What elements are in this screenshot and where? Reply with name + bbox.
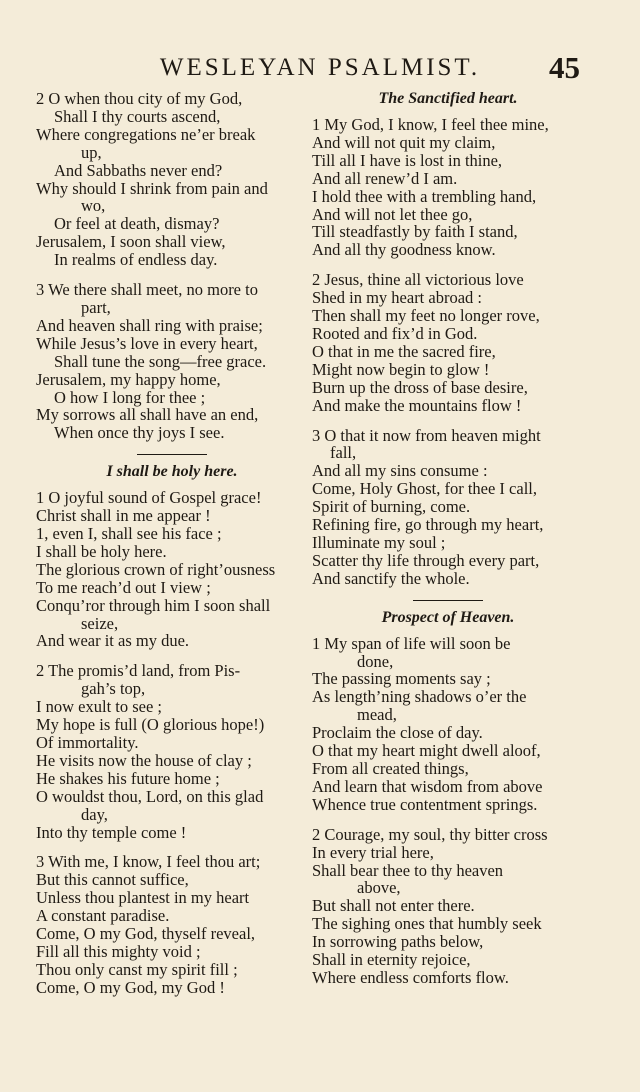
stanza: [312, 116, 584, 259]
verse-line: In sorrowing paths below,: [312, 932, 484, 952]
verse-line: O how I long for thee ;: [54, 387, 206, 407]
stanza: [312, 271, 584, 414]
verse-line: But shall not enter there.: [312, 896, 475, 916]
verse-line: 1 My God, I know, I feel thee mine,: [312, 115, 549, 134]
hymn-title: I shall be holy here.: [106, 463, 238, 481]
hymn-title: The Sanctified heart.: [378, 90, 518, 107]
verse-line: And wear it as my due.: [36, 631, 190, 651]
verse-line: Why should I shrink from pain and: [36, 178, 268, 198]
verse-line: From all created things,: [312, 759, 469, 778]
left-continuation-hymn: [36, 90, 308, 442]
verse-line: And learn that wisdom from above: [312, 776, 543, 796]
verse-line: And all renew’d I am.: [312, 168, 458, 188]
verse-line: Rooted and fix’d in God.: [312, 323, 478, 343]
hymn-verses: [36, 489, 308, 996]
verse-line: He visits now the house of clay ;: [36, 750, 252, 770]
verse-line: above,: [357, 878, 401, 898]
verse-line: 2 Jesus, thine all victorious love: [312, 270, 524, 290]
verse-line: A constant paradise.: [36, 906, 170, 926]
stanza: [36, 90, 308, 269]
verse-line: And make the mountains flow !: [312, 395, 522, 415]
verse-line: Jerusalem, I soon shall view,: [36, 232, 226, 252]
verse-line: 1, even I, shall see his face ;: [36, 524, 222, 544]
stanza: [312, 826, 584, 987]
verse-line: And Sabbaths never end?: [54, 160, 223, 180]
verse-line: When once thy joys I see.: [54, 423, 225, 443]
verse-line: The glorious crown of right’ousness: [36, 559, 276, 579]
verse-line: I now exult to see ;: [36, 697, 163, 717]
stanza: [36, 662, 308, 841]
verse-line: Shed in my heart abroad :: [312, 288, 482, 308]
verse-line: mead,: [357, 705, 397, 725]
verse-line: While Jesus’s love in every heart,: [36, 333, 258, 353]
verse-line: 2 O when thou city of my God,: [36, 89, 243, 108]
section-divider: [137, 454, 207, 455]
verse-line: Proclaim the close of day.: [312, 723, 483, 743]
verse-line: Burn up the dross of base desire,: [312, 377, 528, 397]
verse-line: Might now begin to glow !: [312, 359, 490, 379]
running-title: WESLEYAN PSALMIST.: [159, 54, 481, 81]
verse-line: Shall bear thee to thy heaven: [312, 860, 504, 880]
verse-line: My sorrows all shall have an end,: [36, 405, 259, 425]
verse-line: And all thy goodness know.: [312, 240, 496, 260]
verse-line: Come, O my God, thyself reveal,: [36, 924, 256, 944]
stanza: [36, 281, 308, 442]
verse-line: up,: [81, 142, 102, 162]
verse-line: Fill all this mighty void ;: [36, 941, 201, 961]
verse-line: Shall tune the song—free grace.: [54, 351, 267, 371]
verse-line: Or feel at death, dismay?: [54, 214, 220, 234]
verse-line: 3 O that it now from heaven might: [312, 425, 541, 445]
verse-line: 2 The promis’d land, from Pis-: [36, 661, 241, 681]
verse-line: The sighing ones that humbly seek: [312, 914, 542, 934]
verse-line: Come, O my God, my God !: [36, 977, 225, 997]
stanza: [312, 635, 584, 814]
left-column: [36, 90, 308, 1009]
verse-line: done,: [357, 651, 394, 671]
verse-line: Christ shall in me appear !: [36, 506, 211, 526]
verse-line: 2 Courage, my soul, thy bitter cross: [312, 824, 548, 844]
verse-line: Jerusalem, my happy home,: [36, 369, 221, 389]
verse-line: And will not quit my claim,: [312, 132, 496, 152]
verse-line: wo,: [81, 196, 106, 216]
verse-line: 3 With me, I know, I feel thou art;: [36, 852, 261, 872]
verse-line: To me reach’d out I view ;: [36, 577, 211, 597]
verse-line: The passing moments say ;: [312, 669, 491, 689]
verse-line: part,: [81, 297, 111, 317]
verse-line: seize,: [81, 613, 119, 633]
stanza: [36, 853, 308, 996]
verse-line: Conqu’ror through him I soon shall: [36, 595, 271, 615]
verse-line: O that in me the sacred fire,: [312, 341, 496, 361]
hymn-title: Prospect of Heaven.: [381, 608, 515, 626]
verse-line: Where congregations ne’er break: [36, 124, 256, 144]
verse-line: Of immortality.: [36, 733, 139, 752]
verse-line: And all my sins consume :: [312, 461, 488, 481]
verse-line: 1 O joyful sound of Gospel grace!: [36, 488, 262, 508]
verse-line: Scatter thy life through every part,: [312, 550, 540, 570]
right-column: [312, 90, 584, 999]
verse-line: I hold thee with a trembling hand,: [312, 186, 537, 206]
verse-line: Till steadfastly by faith I stand,: [312, 222, 518, 242]
verse-line: fall,: [330, 443, 357, 463]
verse-line: Shall in eternity rejoice,: [312, 950, 471, 970]
page-number: 45: [549, 50, 580, 85]
verse-line: O wouldst thou, Lord, on this glad: [36, 786, 264, 806]
verse-line: And heaven shall ring with praise;: [36, 315, 263, 335]
hymn-verses: [312, 635, 584, 987]
verse-line: day,: [81, 804, 108, 824]
verse-line: And will not let thee go,: [312, 204, 473, 224]
verse-line: Into thy temple come !: [36, 822, 187, 842]
verse-line: He shakes his future home ;: [36, 768, 220, 788]
verse-line: I shall be holy here.: [36, 541, 167, 561]
verse-line: Refining fire, go through my heart,: [312, 515, 544, 535]
verse-line: And sanctify the whole.: [312, 568, 470, 588]
hymn-verses: [312, 116, 584, 588]
verse-line: 1 My span of life will soon be: [312, 633, 511, 653]
verse-line: In realms of endless day.: [54, 250, 218, 270]
stanza: [36, 489, 308, 650]
verse-line: In every trial here,: [312, 842, 434, 862]
verse-line: Come, Holy Ghost, for thee I call,: [312, 479, 537, 499]
verse-line: Shall I thy courts ascend,: [54, 106, 221, 126]
verse-line: My hope is full (O glorious hope!): [36, 715, 265, 735]
verse-line: But this cannot suffice,: [36, 870, 189, 890]
verse-line: Spirit of burning, come.: [312, 497, 471, 517]
verse-line: 3 We there shall meet, no more to: [36, 280, 258, 300]
verse-line: Unless thou plantest in my heart: [36, 888, 250, 908]
verse-line: O that my heart might dwell aloof,: [312, 741, 541, 761]
verse-line: Then shall my feet no longer rove,: [312, 306, 540, 326]
verse-line: gah’s top,: [81, 679, 146, 699]
verse-line: Whence true contentment springs.: [312, 794, 538, 814]
stanza: [312, 427, 584, 588]
verse-line: As length’ning shadows o’er the: [312, 687, 527, 707]
verse-line: Where endless comforts flow.: [312, 967, 509, 987]
verse-line: Thou only canst my spirit fill ;: [36, 959, 238, 979]
verse-line: Till all I have is lost in thine,: [312, 150, 503, 170]
verse-line: Illuminate my soul ;: [312, 532, 446, 552]
section-divider: [413, 600, 483, 601]
